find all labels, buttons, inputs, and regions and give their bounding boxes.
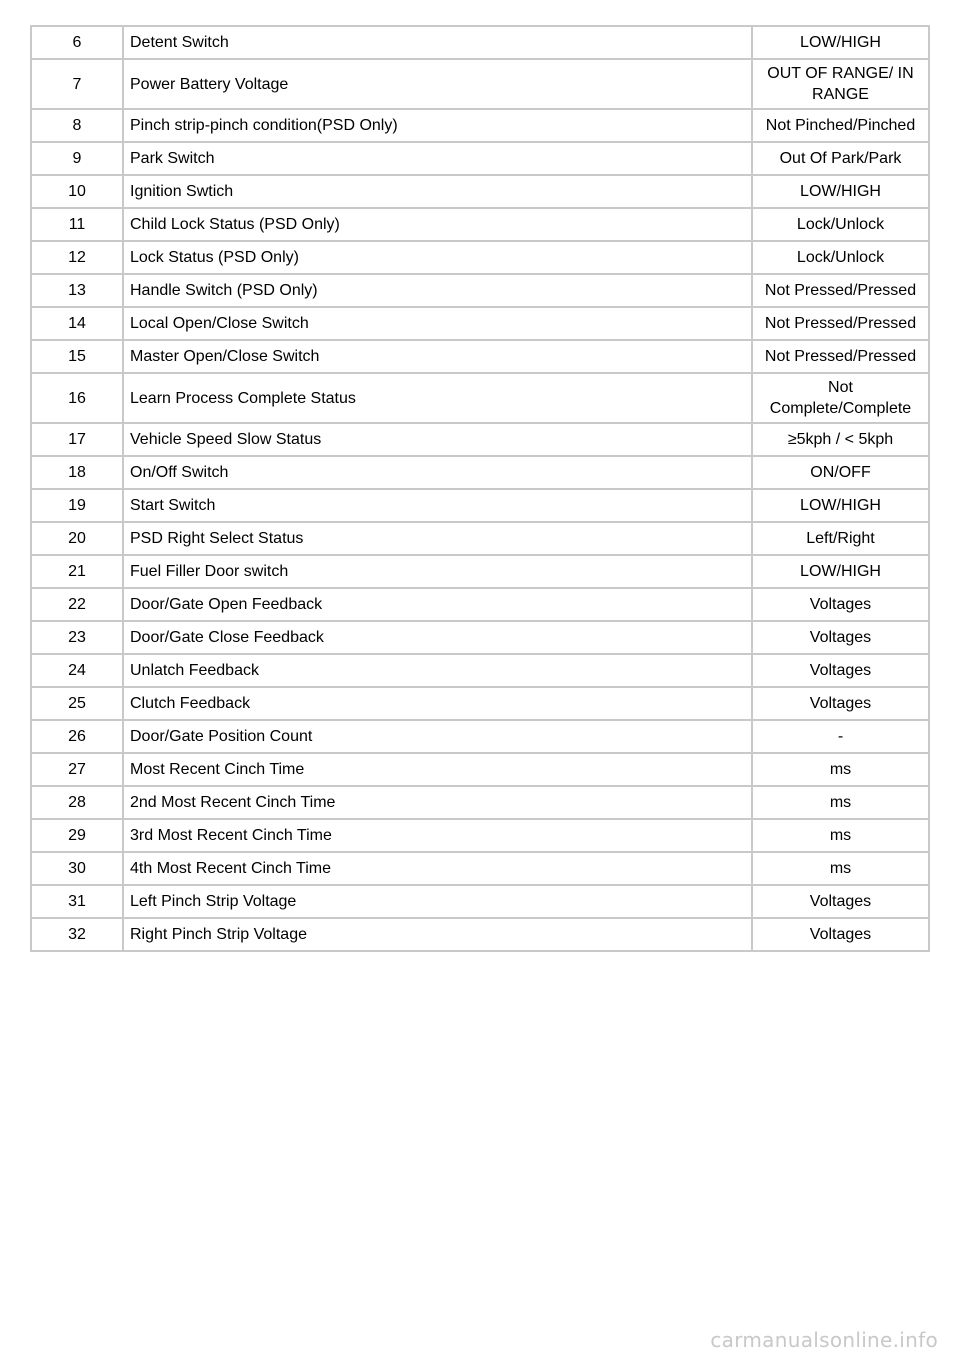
row-value: Voltages [752,687,929,720]
row-number: 12 [31,241,123,274]
row-description: On/Off Switch [123,456,752,489]
table-row [31,687,929,720]
table-row [31,786,929,819]
row-value: Voltages [752,654,929,687]
table-row [31,142,929,175]
row-description: Local Open/Close Switch [123,307,752,340]
row-number: 23 [31,621,123,654]
row-description: Door/Gate Close Feedback [123,621,752,654]
table-row [31,241,929,274]
row-number: 26 [31,720,123,753]
row-description: Right Pinch Strip Voltage [123,918,752,951]
table-row [31,555,929,588]
row-number: 25 [31,687,123,720]
table-row [31,423,929,456]
row-value: LOW/HIGH [752,175,929,208]
row-number: 14 [31,307,123,340]
row-description: Vehicle Speed Slow Status [123,423,752,456]
table-row [31,918,929,951]
row-number: 15 [31,340,123,373]
row-description: Detent Switch [123,26,752,59]
row-description: Lock Status (PSD Only) [123,241,752,274]
parameter-table [30,25,930,952]
row-description: PSD Right Select Status [123,522,752,555]
row-value: Left/Right [752,522,929,555]
table-row [31,489,929,522]
row-value: Lock/Unlock [752,241,929,274]
row-description: Power Battery Voltage [123,59,752,109]
row-description: Learn Process Complete Status [123,373,752,423]
row-description: 2nd Most Recent Cinch Time [123,786,752,819]
row-description: Clutch Feedback [123,687,752,720]
row-value: Voltages [752,918,929,951]
row-number: 16 [31,373,123,423]
row-value: Not Pinched/Pinched [752,109,929,142]
table-row [31,654,929,687]
row-value: Voltages [752,885,929,918]
table-row [31,373,929,423]
row-description: Start Switch [123,489,752,522]
row-number: 30 [31,852,123,885]
row-number: 22 [31,588,123,621]
row-number: 29 [31,819,123,852]
row-number: 31 [31,885,123,918]
table-row [31,720,929,753]
row-description: Pinch strip-pinch condition(PSD Only) [123,109,752,142]
row-description: Door/Gate Open Feedback [123,588,752,621]
table-row [31,753,929,786]
document-sheet [30,25,930,952]
row-number: 10 [31,175,123,208]
row-description: Most Recent Cinch Time [123,753,752,786]
table-row [31,340,929,373]
row-number: 24 [31,654,123,687]
table-row [31,819,929,852]
row-description: 4th Most Recent Cinch Time [123,852,752,885]
table-row [31,109,929,142]
row-value: Not Pressed/Pressed [752,274,929,307]
row-value: ms [752,852,929,885]
row-number: 11 [31,208,123,241]
row-value: LOW/HIGH [752,555,929,588]
row-value: Not Pressed/Pressed [752,340,929,373]
row-value: Lock/Unlock [752,208,929,241]
row-description: Door/Gate Position Count [123,720,752,753]
row-number: 13 [31,274,123,307]
row-number: 6 [31,26,123,59]
table-row [31,274,929,307]
row-number: 17 [31,423,123,456]
row-value: LOW/HIGH [752,26,929,59]
parameter-table-body [31,26,929,951]
table-row [31,26,929,59]
row-description: Left Pinch Strip Voltage [123,885,752,918]
table-row [31,522,929,555]
row-value: ≥5kph / < 5kph [752,423,929,456]
row-value: Not Complete/Complete [752,373,929,423]
table-row [31,307,929,340]
row-number: 9 [31,142,123,175]
row-number: 19 [31,489,123,522]
table-row [31,885,929,918]
row-number: 27 [31,753,123,786]
row-value: LOW/HIGH [752,489,929,522]
row-value: Voltages [752,621,929,654]
watermark-text: carmanualsonline.info [710,1328,938,1352]
row-value: - [752,720,929,753]
row-description: 3rd Most Recent Cinch Time [123,819,752,852]
row-number: 28 [31,786,123,819]
row-description: Park Switch [123,142,752,175]
row-description: Unlatch Feedback [123,654,752,687]
row-description: Handle Switch (PSD Only) [123,274,752,307]
row-value: Not Pressed/Pressed [752,307,929,340]
table-row [31,588,929,621]
row-value: OUT OF RANGE/ IN RANGE [752,59,929,109]
row-value: ON/OFF [752,456,929,489]
table-row [31,852,929,885]
row-number: 8 [31,109,123,142]
row-value: ms [752,819,929,852]
row-number: 20 [31,522,123,555]
row-number: 18 [31,456,123,489]
table-row [31,175,929,208]
row-value: ms [752,786,929,819]
row-value: Voltages [752,588,929,621]
table-row [31,621,929,654]
row-number: 32 [31,918,123,951]
row-number: 7 [31,59,123,109]
row-description: Fuel Filler Door switch [123,555,752,588]
table-row [31,456,929,489]
table-row [31,59,929,109]
row-description: Master Open/Close Switch [123,340,752,373]
row-number: 21 [31,555,123,588]
row-description: Child Lock Status (PSD Only) [123,208,752,241]
row-value: Out Of Park/Park [752,142,929,175]
row-description: Ignition Swtich [123,175,752,208]
table-row [31,208,929,241]
row-value: ms [752,753,929,786]
